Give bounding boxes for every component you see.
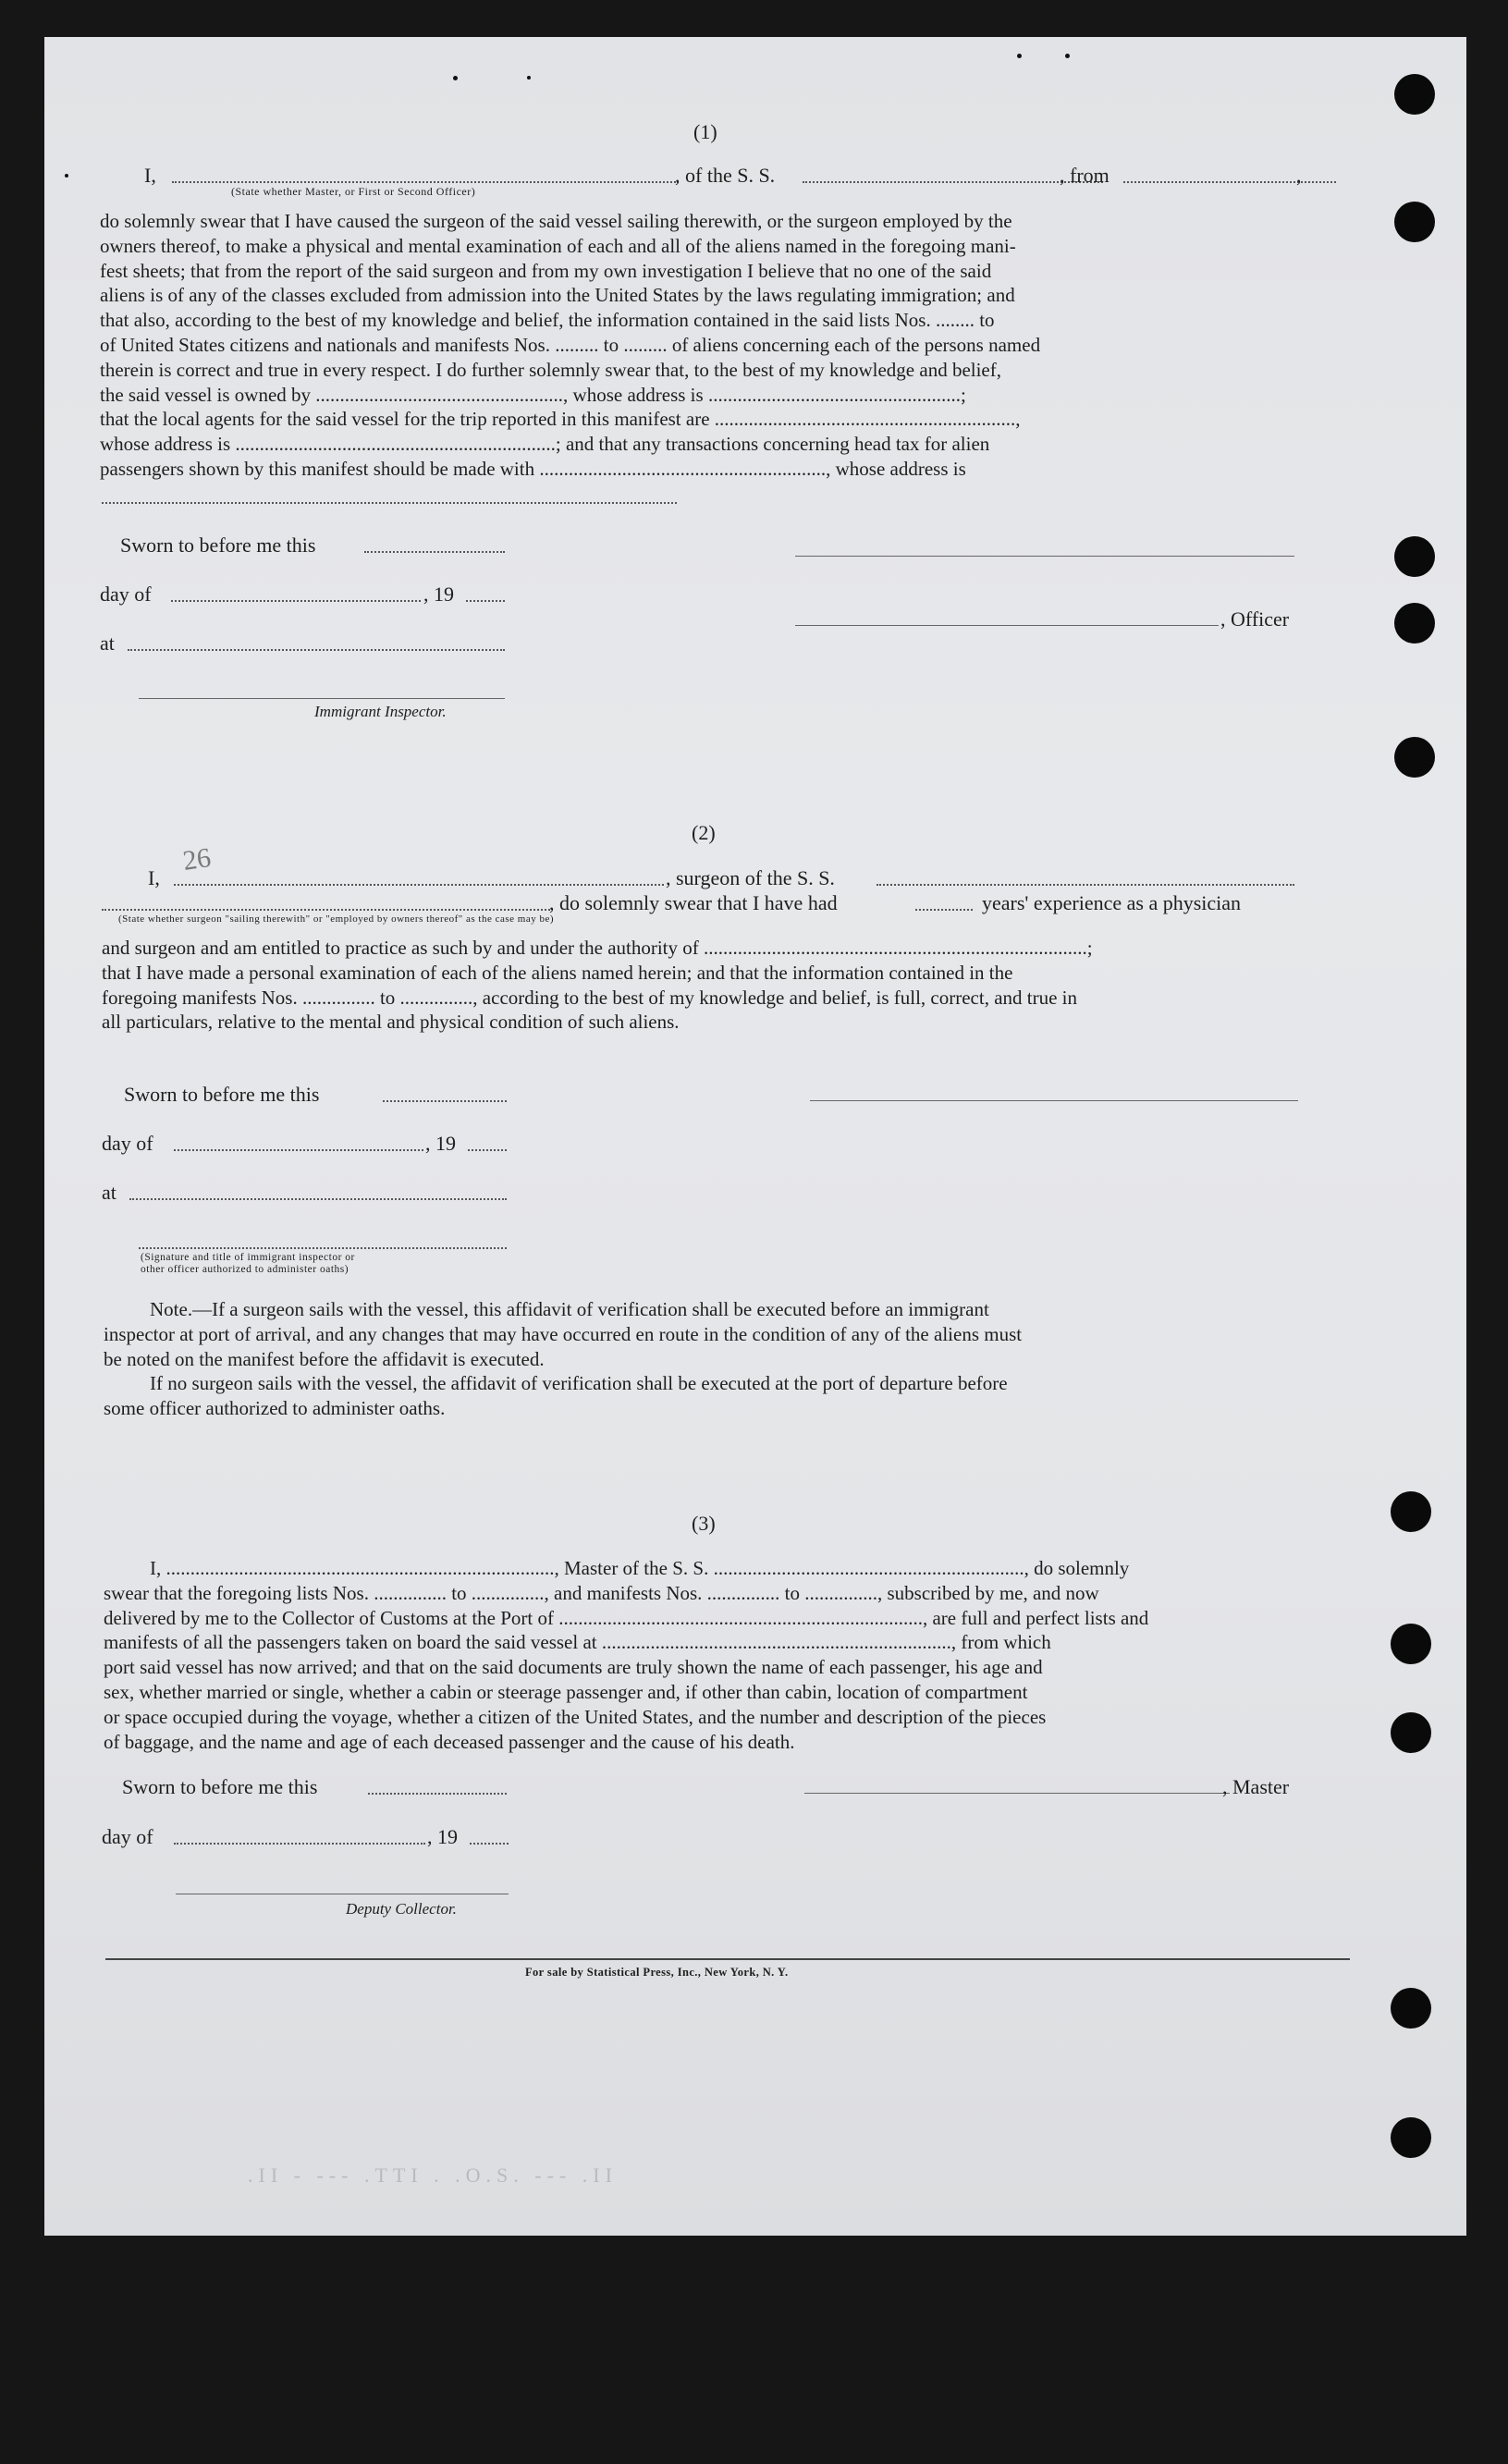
s2-line: and surgeon and am entitled to practice as such by and under the authority of ...............................................................................;: [102, 937, 1093, 959]
s2-sig-caption-1: (Signature and title of immigrant inspector or: [141, 1252, 355, 1263]
note-line: be noted on the manifest before the affidavit is executed.: [104, 1347, 545, 1370]
s1-line: fest sheets; that from the report of the said surgeon and from my own investigation I believe that no one of the said: [100, 259, 992, 282]
s1-line: the said vessel is owned by ..................................................., whose address is ....................................................;: [100, 383, 966, 406]
note-line: If no surgeon sails with the vessel, the affidavit of verification shall be executed at the port of departure before: [150, 1372, 1008, 1395]
s2-capacity-line: [102, 909, 550, 911]
s3-year-line: [470, 1843, 509, 1845]
s2-inspector-line: [139, 1247, 507, 1249]
binder-hole: [1391, 1491, 1431, 1532]
s2-day-of: day of: [102, 1132, 153, 1155]
s2-at: at: [102, 1181, 116, 1204]
s1-i: I,: [144, 164, 156, 187]
binder-hole: [1391, 1624, 1431, 1664]
s1-inspector: Immigrant Inspector.: [314, 703, 447, 720]
s3-line: sex, whether married or single, whether a cabin or steerage passenger and, if other than cabin, location of compartment: [104, 1680, 1028, 1703]
binder-hole: [1394, 603, 1435, 644]
s1-line: owners thereof, to make a physical and mental examination of each and all of the aliens named in the foregoing mani-: [100, 234, 1016, 257]
section-1-number: (1): [693, 120, 717, 143]
note-line: Note.—If a surgeon sails with the vessel, this affidavit of verification shall be executed before an immigrant: [150, 1298, 989, 1320]
s1-officer-signature-line-1: [795, 556, 1294, 557]
s1-at-line: [128, 649, 505, 651]
s3-line: delivered by me to the Collector of Customs at the Port of ..........................................................................., are full and perfect lists and: [104, 1606, 1149, 1629]
s1-vessel-line: [803, 181, 1103, 183]
s1-line: do solemnly swear that I have caused the surgeon of the said vessel sailing therewith, or the surgeon employed by the: [100, 210, 1012, 232]
s1-year: , 19: [423, 582, 454, 606]
s1-day-line: [171, 600, 421, 602]
s2-sworn: Sworn to before me this: [124, 1083, 320, 1106]
s1-line: therein is correct and true in every respect. I do further solemnly swear that, to the best of my knowledge and belief,: [100, 358, 1001, 381]
section-3-number: (3): [692, 1512, 716, 1535]
note-line: some officer authorized to administer oaths.: [104, 1397, 446, 1420]
speck: [453, 76, 458, 80]
s2-note: [104, 1297, 1350, 1421]
s1-day-of: day of: [100, 582, 152, 606]
s3-line: of baggage, and the name and age of each deceased passenger and the cause of his death.: [104, 1730, 795, 1753]
note-line: inspector at port of arrival, and any changes that may have occurred en route in the condition of any of the aliens must: [104, 1322, 1023, 1345]
speck: [1065, 54, 1070, 58]
s2-year: , 19: [425, 1132, 456, 1155]
s1-line: that the local agents for the said vessel for the trip reported in this manifest are ..............................................................,: [100, 408, 1021, 431]
s2-vessel-line: [877, 884, 1294, 886]
s1-from: , from: [1060, 164, 1110, 187]
s2-i: I,: [148, 866, 160, 889]
s3-body: [104, 1556, 1350, 1754]
s3-master-line: [804, 1793, 1230, 1794]
s2-day-line: [174, 1149, 423, 1151]
bleed-through-text: .II - --- .TTI . .O.S. --- .II: [248, 2164, 618, 2187]
s1-year-line: [466, 600, 505, 602]
faint-stamp: 26: [180, 842, 214, 876]
manifest-page: [44, 37, 1466, 2236]
s3-deputy: Deputy Collector.: [346, 1900, 457, 1918]
binder-hole: [1394, 202, 1435, 242]
s2-years: years' experience as a physician: [982, 891, 1242, 914]
s1-officer-signature-line-2: [795, 625, 1219, 626]
s2-signature-line: [810, 1100, 1298, 1101]
s1-inspector-line: [139, 698, 505, 699]
s1-address-line: [102, 502, 677, 504]
binder-hole: [1391, 1988, 1431, 2029]
s3-sworn-line: [368, 1793, 507, 1795]
s2-sig-caption-2: other officer authorized to administer oaths): [141, 1264, 349, 1275]
printer-credit: For sale by Statistical Press, Inc., New York, N. Y.: [525, 1966, 789, 1979]
s1-at: at: [100, 631, 115, 655]
s1-officer-name-line: [172, 181, 679, 183]
s1-line: of United States citizens and nationals and manifests Nos. ......... to ......... of aliens concerning each of the persons named: [100, 333, 1041, 356]
section-2-number: (2): [692, 821, 716, 844]
s2-at-line: [129, 1198, 507, 1200]
s3-sworn: Sworn to before me this: [122, 1775, 318, 1798]
s1-of-ss: , of the S. S.: [675, 164, 776, 187]
s2-caption: (State whether surgeon "sailing therewith" or "employed by owners thereof" as the case may be): [118, 913, 555, 925]
s1-line: whose address is ..................................................................; and that any transactions concerning head tax for alien: [100, 433, 990, 456]
s3-day-of: day of: [102, 1825, 153, 1848]
s3-line: manifests of all the passengers taken on board the said vessel at ........................................................................, from which: [104, 1631, 1051, 1654]
s2-name-line: [174, 884, 664, 886]
binder-hole: [1394, 536, 1435, 577]
s3-year: , 19: [427, 1825, 458, 1848]
s2-years-line: [915, 909, 973, 911]
s2-sworn-line: [383, 1100, 507, 1102]
s2-line: that I have made a personal examination of each of the aliens named herein; and that the information contained in the: [102, 961, 1013, 984]
s3-day-line: [174, 1843, 425, 1845]
s2-solemnly: , do solemnly swear that I have had: [549, 891, 838, 914]
s3-master: , Master: [1222, 1775, 1290, 1798]
binder-hole: [1391, 2117, 1431, 2158]
s3-line: I, ................................................................................, Master of the S. S. ................................................................, do solemnly: [150, 1557, 1130, 1579]
s2-year-line: [468, 1149, 507, 1151]
binder-hole: [1394, 737, 1435, 778]
binder-hole: [1391, 1712, 1431, 1753]
s2-line: all particulars, relative to the mental and physical condition of such aliens.: [102, 1011, 680, 1034]
s1-officer: , Officer: [1220, 607, 1290, 631]
speck: [65, 174, 68, 178]
s1-caption: (State whether Master, or First or Second Officer): [231, 185, 476, 198]
s2-body: [102, 936, 1350, 1035]
s3-line: port said vessel has now arrived; and that on the said documents are truly shown the name of each passenger, his age and: [104, 1656, 1043, 1679]
s2-surgeon-of: , surgeon of the S. S.: [666, 866, 835, 889]
s2-line: foregoing manifests Nos. ............... to ..............., according to the best of my knowledge and belief, is full, correct, and true in: [102, 986, 1078, 1009]
s1-sworn-line: [364, 551, 505, 553]
s1-line: passengers shown by this manifest should be made with ..........................................................., whose address is: [100, 457, 966, 480]
s1-line: that also, according to the best of my knowledge and belief, the information contained in the said lists Nos. ........ to: [100, 309, 995, 332]
s3-line: swear that the foregoing lists Nos. ............... to ..............., and manifests Nos. ............... to ..............., subscribed by me, and now: [104, 1581, 1099, 1604]
s1-line: aliens is of any of the classes excluded from admission into the United States by the laws regulating immigration; and: [100, 284, 1015, 307]
s1-comma: ,: [1296, 164, 1302, 187]
s1-from-line: [1123, 181, 1336, 183]
speck: [527, 76, 531, 80]
binder-hole: [1394, 74, 1435, 115]
s1-sworn: Sworn to before me this: [120, 533, 316, 557]
s3-line: or space occupied during the voyage, whether a citizen of the United States, and the number and description of the pieces: [104, 1705, 1047, 1728]
speck: [1017, 54, 1022, 58]
s1-body: [100, 209, 1348, 482]
footer-rule: [105, 1958, 1350, 1960]
